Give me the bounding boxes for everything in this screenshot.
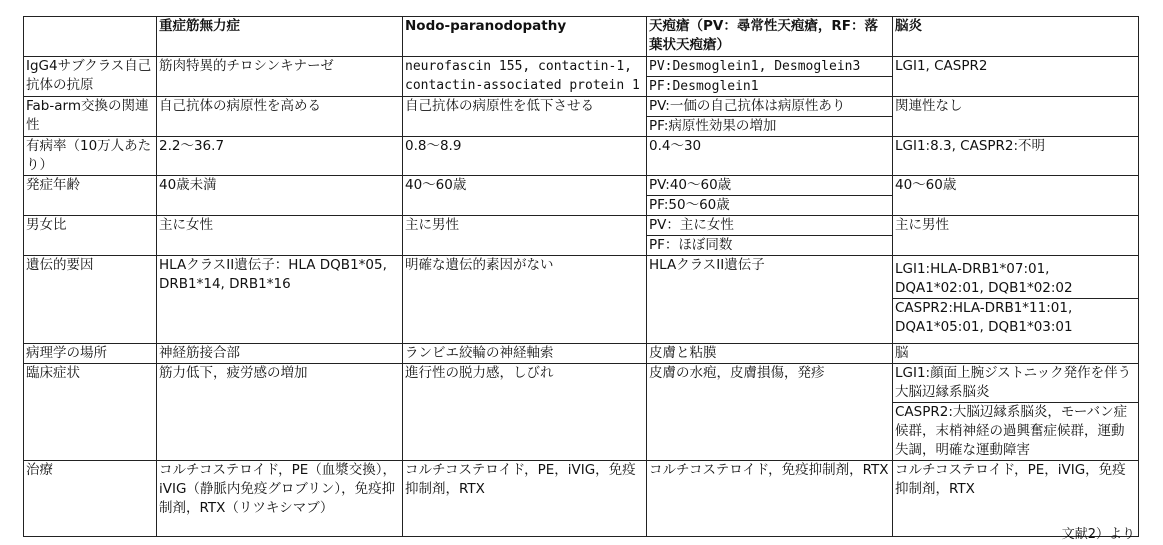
- cell-nodo-fab: 自己抗体の病原性を低下させる: [403, 97, 647, 137]
- cell-enc-site: 脳: [893, 344, 1139, 364]
- table-row: [24, 344, 1139, 364]
- cell-mg-site: 神経筋接合部: [157, 344, 403, 364]
- cell-pemphigus-treatment: コルチコステロイド，免疫抑制剤，RTX: [647, 461, 893, 537]
- table-row: [24, 364, 1139, 461]
- row-label-antigen: IgG4サブクラス自己抗体の抗原: [24, 57, 157, 97]
- subcell-pf: PF:Desmoglein1: [647, 76, 892, 96]
- cell-pemphigus-onset: [647, 176, 893, 216]
- cell-nodo-prevalence: 0.8〜8.9: [403, 137, 647, 176]
- cell-pemphigus-symptoms: 皮膚の水疱，皮膚損傷，発疹: [647, 364, 893, 461]
- cell-mg-antigen: 筋肉特異的チロシンキナーゼ: [157, 57, 403, 97]
- cell-mg-genetic: HLAクラスII遺伝子：HLA DQB1*05, DRB1*14, DRB1*16: [157, 256, 403, 344]
- cell-pemphigus-fab: [647, 97, 893, 137]
- row-label-pathology-site: 病理学の場所: [24, 344, 157, 364]
- cell-mg-fab: 自己抗体の病原性を高める: [157, 97, 403, 137]
- cell-nodo-symptoms: 進行性の脱力感，しびれ: [403, 364, 647, 461]
- table-row: [24, 256, 1139, 344]
- cell-enc-sex: 主に男性: [893, 216, 1139, 256]
- table-row: [24, 57, 1139, 97]
- cell-enc-genetic: [893, 256, 1139, 344]
- row-label-sex-ratio: 男女比: [24, 216, 157, 256]
- table-header-row: [24, 17, 1139, 57]
- cell-enc-onset: 40〜60歳: [893, 176, 1139, 216]
- subcell-pf: PF：ほぼ同数: [647, 235, 892, 255]
- header-nodo-paranodopathy: Nodo-paranodopathy: [403, 17, 647, 57]
- subcell-caspr2: CASPR2:HLA-DRB1*11:01, DQA1*05:01, DQB1*03:01: [893, 298, 1138, 337]
- header-empty-cell: [24, 17, 157, 57]
- cell-mg-sex: 主に女性: [157, 216, 403, 256]
- subcell-lgi1: LGI1:顔面上腕ジストニック発作を伴う大脳辺縁系脳炎: [895, 365, 1132, 400]
- cell-nodo-site: ランビエ絞輪の神経軸索: [403, 344, 647, 364]
- cell-pemphigus-genetic: HLAクラスII遺伝子: [647, 256, 893, 344]
- subcell-lgi1: LGI1:HLA-DRB1*07:01, DQA1*02:01, DQB1*02:02: [895, 261, 1073, 296]
- cell-pemphigus-site: 皮膚と粘膜: [647, 344, 893, 364]
- cell-enc-symptoms: [893, 364, 1139, 461]
- cell-enc-antigen: LGI1, CASPR2: [893, 57, 1139, 97]
- subcell-pv: PV:Desmoglein1, Desmoglein3: [649, 59, 861, 74]
- subcell-caspr2: CASPR2:大脳辺縁系脳炎，モーバン症候群，末梢神経の過興奮症候群，運動失調，明確な運動障害: [893, 402, 1138, 460]
- subcell-pf: PF:50〜60歳: [647, 195, 892, 215]
- cell-enc-prevalence: LGI1:8.3, CASPR2:不明: [893, 137, 1139, 176]
- header-myasthenia-gravis: 重症筋無力症: [157, 17, 403, 57]
- table-row: [24, 97, 1139, 137]
- table-row: [24, 176, 1139, 216]
- table-row: [24, 216, 1139, 256]
- row-label-prevalence: 有病率（10万人あたり）: [24, 137, 157, 176]
- table-row: [24, 461, 1139, 537]
- row-label-onset-age: 発症年齢: [24, 176, 157, 216]
- cell-pemphigus-antigen: [647, 57, 893, 97]
- table-row: [24, 137, 1139, 176]
- subcell-pv: PV：主に女性: [649, 217, 734, 233]
- cell-nodo-genetic: 明確な遺伝的素因がない: [403, 256, 647, 344]
- header-encephalitis: 脳炎: [893, 17, 1139, 57]
- header-pemphigus: 天疱瘡（PV：尋常性天疱瘡，RF：落葉状天疱瘡）: [647, 17, 893, 57]
- subcell-pv: PV:一価の自己抗体は病原性あり: [649, 98, 846, 114]
- cell-mg-onset: 40歳未満: [157, 176, 403, 216]
- row-label-fab-arm: Fab-arm交換の関連性: [24, 97, 157, 137]
- cell-enc-treatment: コルチコステロイド，PE，iVIG，免疫抑制剤，RTX: [893, 461, 1139, 537]
- cell-mg-symptoms: 筋力低下，疲労感の増加: [157, 364, 403, 461]
- cell-pemphigus-sex: [647, 216, 893, 256]
- cell-mg-prevalence: 2.2〜36.7: [157, 137, 403, 176]
- row-label-genetic: 遺伝的要因: [24, 256, 157, 344]
- cell-enc-fab: 関連性なし: [893, 97, 1139, 137]
- cell-nodo-antigen: neurofascin 155, contactin-1, contactin-associated protein 1: [403, 57, 647, 97]
- cell-nodo-onset: 40〜60歳: [403, 176, 647, 216]
- cell-nodo-sex: 主に男性: [403, 216, 647, 256]
- row-label-symptoms: 臨床症状: [24, 364, 157, 461]
- source-footnote: 文献2）より: [1061, 527, 1135, 542]
- cell-mg-treatment: コルチコステロイド，PE（血漿交換），iVIG（静脈内免疫グロブリン），免疫抑制剤，RTX（リツキシマブ）: [157, 461, 403, 537]
- row-label-treatment: 治療: [24, 461, 157, 537]
- cell-nodo-treatment: コルチコステロイド，PE，iVIG，免疫抑制剤，RTX: [403, 461, 647, 537]
- comparison-table: [23, 16, 1139, 537]
- subcell-pf: PF:病原性効果の増加: [647, 116, 892, 136]
- subcell-pv: PV:40〜60歳: [649, 177, 732, 193]
- cell-pemphigus-prevalence: 0.4〜30: [647, 137, 893, 176]
